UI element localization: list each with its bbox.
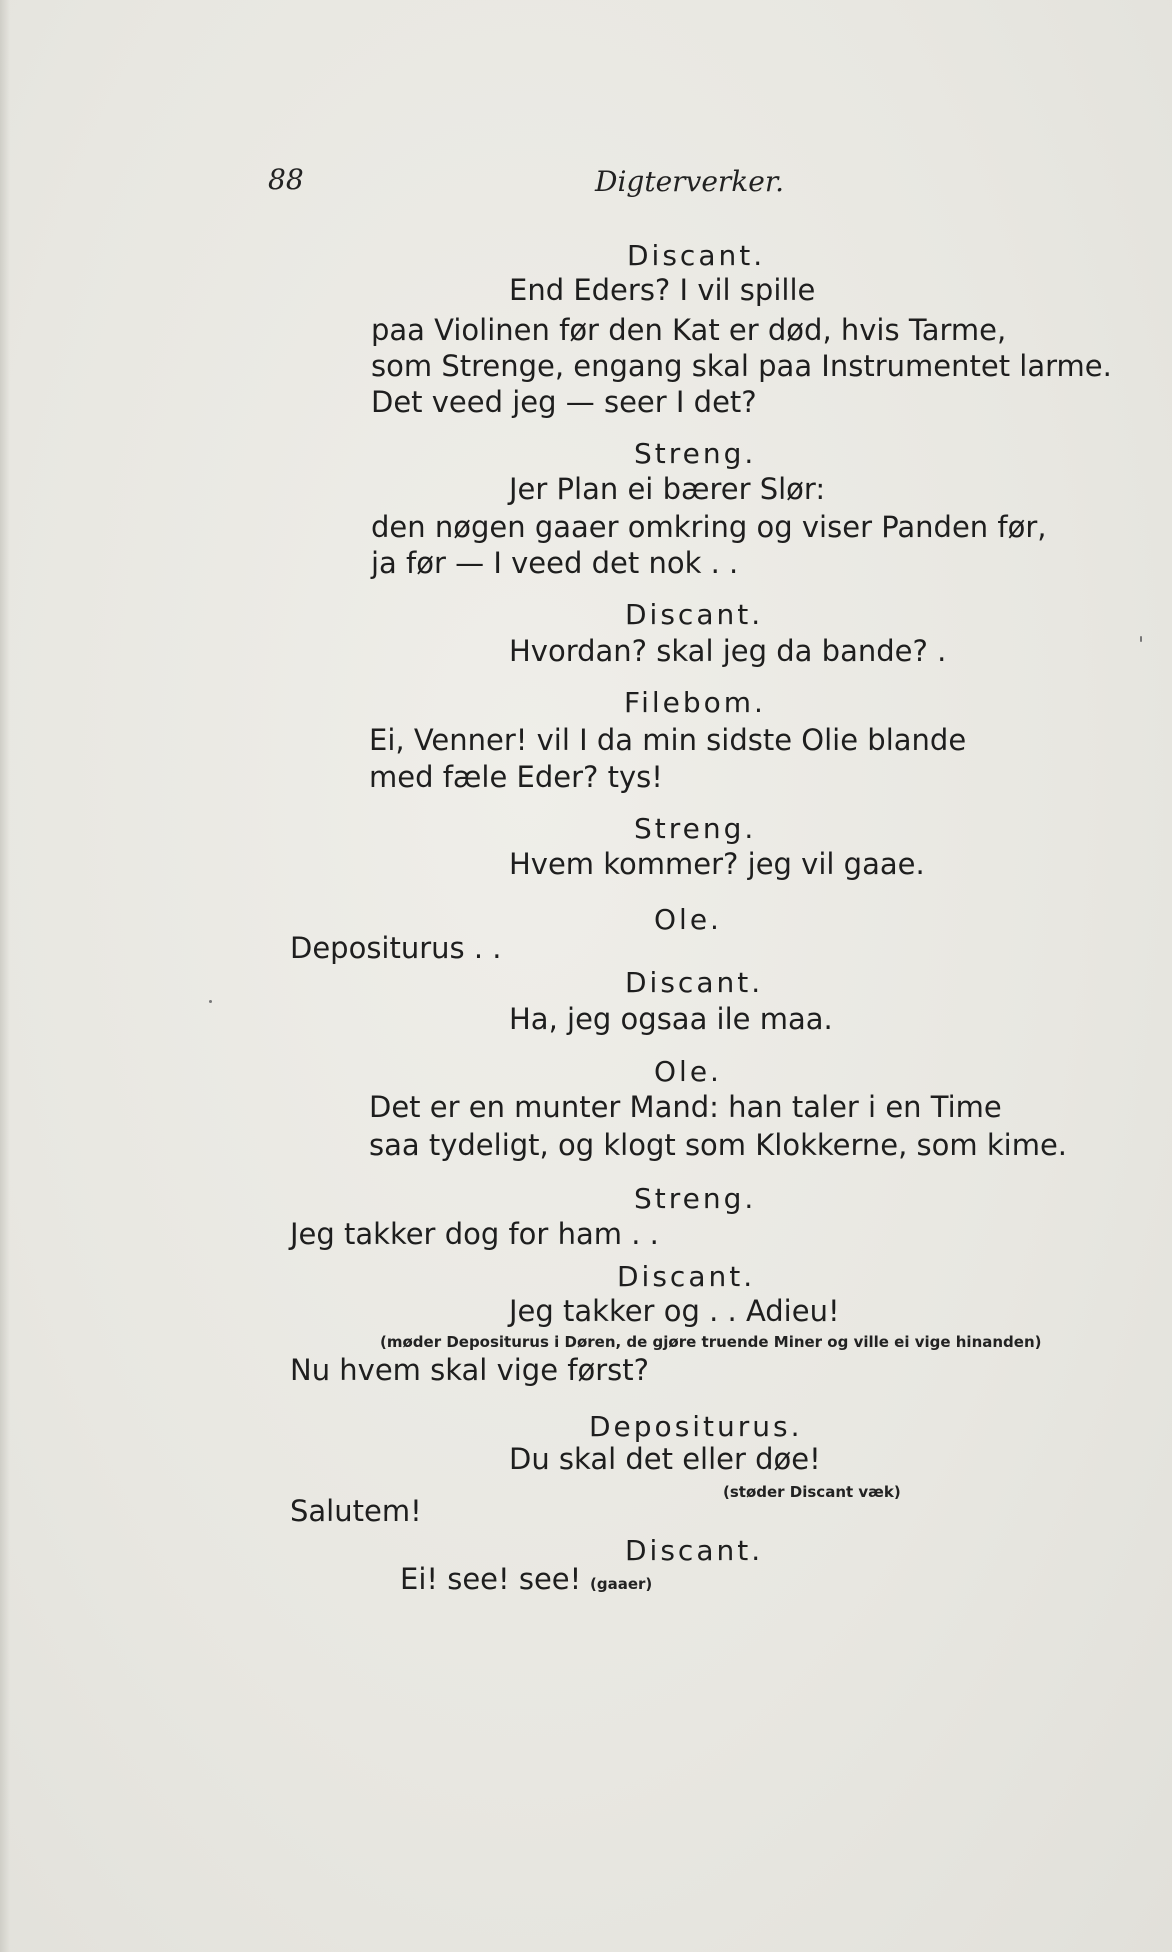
verse-line: med fæle Eder? tys! (369, 760, 663, 794)
running-title: Digterverker. (595, 165, 785, 198)
speaker-name: Discant. (625, 1534, 764, 1567)
verse-line: Det er en munter Mand: han taler i en Time (369, 1090, 1002, 1124)
verse-line: Ei, Venner! vil I da min sidste Olie blande (369, 723, 967, 757)
verse-line: Hvem kommer? jeg vil gaae. (509, 847, 925, 881)
paper-speck (209, 1000, 212, 1003)
speaker-name: Streng. (634, 437, 757, 470)
verse-line: Hvordan? skal jeg da bande? . (509, 634, 947, 668)
page-edge-shadow (0, 0, 10, 1952)
verse-line: Du skal det eller døe! (509, 1442, 821, 1476)
speaker-name: Ole. (654, 1055, 722, 1088)
verse-line: Jer Plan ei bærer Slør: (509, 472, 826, 506)
verse-line: Jeg takker dog for ham . . (290, 1217, 659, 1251)
speaker-name: Streng. (634, 1182, 757, 1215)
speaker-name: Filebom. (624, 686, 766, 719)
verse-line: som Strenge, engang skal paa Instrumentet larme. (371, 349, 1112, 383)
verse-line: paa Violinen før den Kat er død, hvis Tarme, (371, 313, 1007, 347)
stage-direction: (møder Depositurus i Døren, de gjøre truende Miner og ville ei vige hinanden) (380, 1333, 1042, 1351)
speaker-name: Ole. (654, 903, 722, 936)
verse-line: ja før — I veed det nok . . (371, 546, 739, 580)
speaker-name: Streng. (634, 812, 757, 845)
stage-direction: (støder Discant væk) (723, 1483, 901, 1501)
verse-line: Jeg takker og . . Adieu! (509, 1294, 840, 1328)
verse-line: Ei! see! see! (400, 1562, 582, 1596)
verse-line: saa tydeligt, og klogt som Klokkerne, som kime. (369, 1128, 1068, 1162)
speaker-name: Discant. (617, 1260, 756, 1293)
stage-direction: (gaaer) (590, 1575, 653, 1593)
verse-line: Det veed jeg — seer I det? (371, 385, 757, 419)
verse-line: den nøgen gaaer omkring og viser Panden før, (371, 510, 1047, 544)
speaker-name: Discant. (625, 966, 764, 999)
verse-line: Nu hvem skal vige først? (290, 1353, 650, 1387)
speaker-name: Discant. (625, 598, 764, 631)
verse-line: Salutem! (290, 1494, 422, 1528)
speaker-name: Discant. (627, 239, 766, 272)
speaker-name: Depositurus. (589, 1410, 803, 1443)
verse-line: End Eders? I vil spille (509, 273, 816, 307)
verse-line: Depositurus . . (290, 931, 502, 965)
paper-speck (1140, 636, 1142, 642)
verse-line: Ha, jeg ogsaa ile maa. (509, 1002, 833, 1036)
page-number: 88 (268, 163, 304, 196)
